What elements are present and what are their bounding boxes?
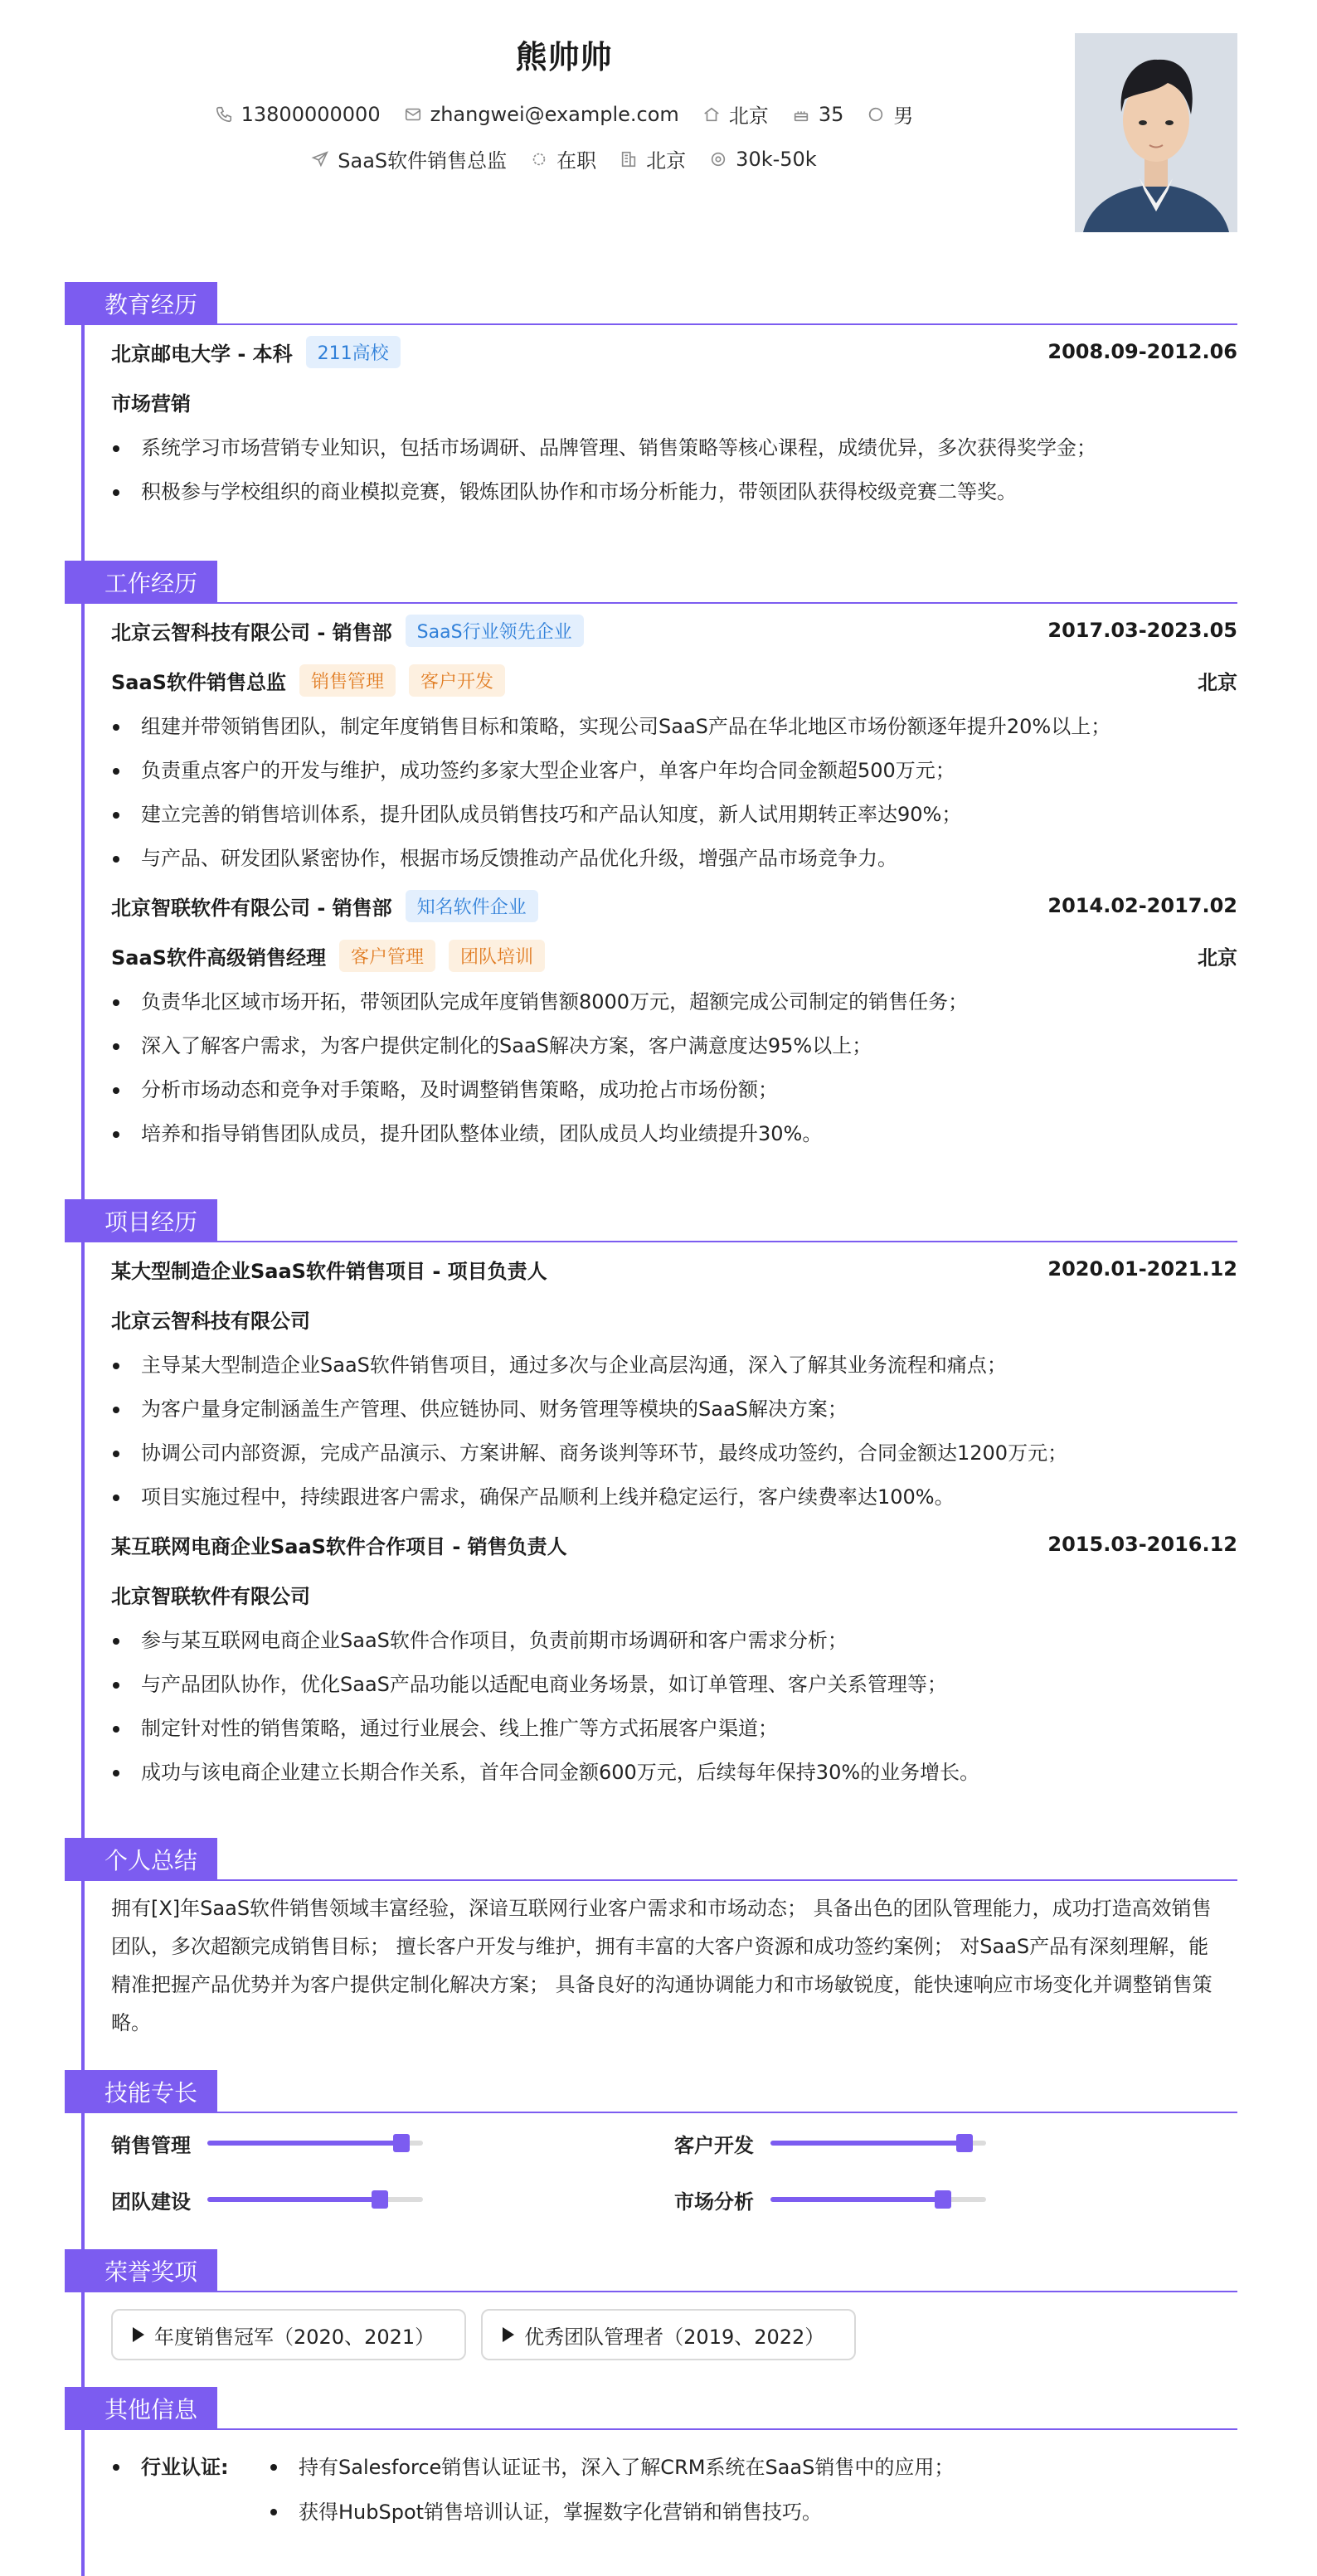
work-section [65, 561, 1237, 1156]
skill-item [111, 2123, 674, 2163]
other-row [111, 2445, 1237, 2535]
salary-item [709, 148, 817, 171]
section-divider [65, 2428, 1237, 2430]
other-section [65, 2387, 1237, 2535]
section-divider [65, 1879, 1237, 1881]
role-row [111, 655, 1237, 705]
project-bullets [111, 1344, 1237, 1519]
email-text: zhangwei@example.com [430, 102, 679, 126]
list-item: 协调公司内部资源，完成产品演示、方案讲解、商务谈判等环节，最终成功签约，合同金额达1200万元； [111, 1431, 1237, 1475]
list-item: 组建并带领销售团队，制定年度销售目标和策略，实现公司SaaS产品在华北地区市场份额逐年提升20%以上； [111, 705, 1237, 749]
job-title-text: SaaS软件销售总监 [338, 149, 508, 173]
phone-icon [215, 105, 233, 124]
section-divider [65, 2291, 1237, 2292]
list-item: 培养和指导销售团队成员，提升团队整体业绩，团队成员人均业绩提升30%。 [111, 1112, 1237, 1156]
work-city-text: 北京 [646, 149, 687, 173]
work-entry-header [111, 605, 1237, 655]
work-date: 2017.03-2023.05 [1047, 619, 1237, 642]
skill-item [674, 2123, 1237, 2163]
award-item [481, 2309, 856, 2360]
work-bullets [111, 980, 1237, 1156]
job-row [0, 144, 1128, 173]
summary-header [65, 1838, 1237, 1883]
home-icon [702, 105, 721, 124]
skill-item [674, 2180, 1237, 2219]
skill-bar-knob [956, 2134, 973, 2152]
work-bullets [111, 705, 1237, 881]
section-title: 个人总结 [65, 1838, 217, 1881]
skill-label: 销售管理 [111, 2133, 191, 2157]
list-item: 与产品团队协作，优化SaaS产品功能以适配电商业务场景，如订单管理、客户关系管理等； [111, 1663, 1237, 1707]
skill-label: 客户开发 [674, 2133, 754, 2157]
status-icon [530, 150, 548, 168]
list-item: 负责华北区域市场开拓，带领团队完成年度销售额8000万元，超额完成公司制定的销售任务； [111, 980, 1237, 1024]
role-name: SaaS软件高级销售经理 [111, 945, 326, 970]
company-tag: SaaS行业领先企业 [406, 615, 584, 647]
salary-text: 30k-50k [736, 147, 817, 171]
list-item: 为客户量身定制涵盖生产管理、供应链协同、财务管理等模块的SaaS解决方案； [111, 1388, 1237, 1431]
work-date: 2014.02-2017.02 [1047, 894, 1237, 917]
award-label: 年度销售冠军（2020、2021） [154, 2325, 435, 2349]
triangle-icon [503, 2327, 514, 2342]
skills-header [65, 2070, 1237, 2115]
role-row [111, 931, 1237, 980]
skill-bar [207, 2197, 423, 2202]
work-location: 北京 [1198, 945, 1237, 970]
role-tag: 团队培训 [449, 940, 545, 972]
skill-bar-fill [207, 2141, 401, 2146]
section-title: 教育经历 [65, 282, 217, 325]
project-bullets [111, 1619, 1237, 1795]
age-item [792, 103, 844, 126]
awards-section [65, 2249, 1237, 2360]
major-name: 市场营销 [111, 391, 191, 416]
education-section [65, 282, 1237, 514]
section-title: 项目经历 [65, 1199, 217, 1242]
city-text: 北京 [728, 104, 769, 128]
skill-bar [207, 2141, 423, 2146]
projects-header [65, 1199, 1237, 1244]
section-title: 技能专长 [65, 2070, 217, 2113]
other-key: 行业认证: [111, 2445, 269, 2535]
section-divider [65, 1241, 1237, 1242]
gender-icon [867, 105, 885, 124]
project-company: 北京智联软件有限公司 [111, 1584, 310, 1608]
skill-bar [770, 2141, 986, 2146]
section-title: 其他信息 [65, 2387, 217, 2430]
role-tag: 客户管理 [339, 940, 435, 972]
list-item: 获得HubSpot销售培训认证，掌握数字化营销和销售技巧。 [269, 2490, 954, 2535]
education-entry-header [111, 327, 1237, 377]
phone-text: 13800000000 [241, 102, 381, 126]
skill-bar-fill [770, 2141, 965, 2146]
role-tag: 销售管理 [299, 664, 396, 697]
work-header [65, 561, 1237, 605]
list-item: 主导某大型制造企业SaaS软件销售项目，通过多次与企业高层沟通，深入了解其业务流程和痛点； [111, 1344, 1237, 1388]
project-date: 2020.01-2021.12 [1047, 1257, 1237, 1281]
projects-section [65, 1199, 1237, 1795]
skills-grid [111, 2115, 1237, 2219]
skill-item [111, 2180, 674, 2219]
list-item: 项目实施过程中，持续跟进客户需求，确保产品顺利上线并稳定运行，客户续费率达100%。 [111, 1475, 1237, 1519]
list-item: 深入了解客户需求，为客户提供定制化的SaaS解决方案，客户满意度达95%以上； [111, 1024, 1237, 1068]
project-company-row [111, 1569, 1237, 1619]
age-text: 35 [818, 102, 844, 126]
list-item: 负责重点客户的开发与维护，成功签约多家大型企业客户，单客户年均合同金额超500万元； [111, 749, 1237, 793]
list-item: 系统学习市场营销专业知识，包括市场调研、品牌管理、销售策略等核心课程，成绩优异，多次获得奖学金； [111, 426, 1237, 470]
skill-bar-fill [770, 2197, 943, 2202]
other-header [65, 2387, 1237, 2432]
skill-bar-knob [393, 2134, 410, 2152]
company-tag: 知名软件企业 [406, 890, 538, 922]
school-name: 北京邮电大学 - 本科 [111, 342, 293, 366]
list-item: 参与某互联网电商企业SaaS软件合作项目，负责前期市场调研和客户需求分析； [111, 1619, 1237, 1663]
project-name: 某互联网电商企业SaaS软件合作项目 - 销售负责人 [111, 1534, 567, 1558]
education-bullets [111, 426, 1237, 514]
work-entry-header [111, 881, 1237, 931]
skill-bar-fill [207, 2197, 380, 2202]
section-divider [65, 602, 1237, 604]
profile-photo [1075, 33, 1237, 232]
awards-header [65, 2249, 1237, 2294]
status-item [530, 144, 596, 173]
work-location: 北京 [1198, 670, 1237, 694]
skills-section [65, 2070, 1237, 2219]
education-date: 2008.09-2012.06 [1047, 340, 1237, 363]
school-tag: 211高校 [306, 336, 401, 368]
contact-row [0, 100, 1128, 129]
award-item [111, 2309, 466, 2360]
skill-label: 市场分析 [674, 2190, 754, 2214]
phone-item [215, 103, 381, 126]
section-divider [65, 323, 1237, 325]
skill-bar-knob [935, 2190, 951, 2209]
salary-icon [709, 150, 727, 168]
city-item [702, 100, 769, 129]
email-item [404, 103, 679, 126]
project-company: 北京云智科技有限公司 [111, 1309, 310, 1333]
role-tag: 客户开发 [409, 664, 505, 697]
work-city-item [620, 144, 686, 173]
building-icon [620, 150, 638, 168]
summary-text: 拥有[X]年SaaS软件销售领域丰富经验，深谙互联网行业客户需求和市场动态； 具备出色的团队管理能力，成功打造高效销售团队，多次超额完成销售目标； 擅长客户开发与维护，拥有丰富的大客户资源和成功签约案例； 对SaaS产品有深刻理解，能精准把握产品优势并为客户提供定制化解决方案； 具备良好的沟通协调能力和市场敏锐度，能快速响应市场变化并调整销售策略。 [111, 1897, 1213, 2034]
project-company-row [111, 1294, 1237, 1344]
status-text: 在职 [556, 149, 597, 173]
candidate-name: 熊帅帅 [515, 39, 613, 75]
mail-icon [404, 105, 422, 124]
company-name: 北京云智科技有限公司 - 销售部 [111, 620, 392, 644]
project-entry-header [111, 1519, 1237, 1569]
project-name: 某大型制造企业SaaS软件销售项目 - 项目负责人 [111, 1259, 547, 1283]
section-title: 工作经历 [65, 561, 217, 604]
list-item: 持有Salesforce销售认证证书，深入了解CRM系统在SaaS销售中的应用； [269, 2445, 954, 2490]
gender-text: 男 [893, 104, 914, 128]
role-name: SaaS软件销售总监 [111, 670, 286, 694]
age-icon [792, 105, 810, 124]
skill-label: 团队建设 [111, 2190, 191, 2214]
award-label: 优秀团队管理者（2019、2022） [524, 2325, 825, 2349]
list-item: 分析市场动态和竞争对手策略，及时调整销售策略，成功抢占市场份额； [111, 1068, 1237, 1112]
education-header [65, 282, 1237, 327]
list-item: 制定针对性的销售策略，通过行业展会、线上推广等方式拓展客户渠道； [111, 1707, 1237, 1751]
section-divider [65, 2112, 1237, 2113]
major-row [111, 377, 1237, 426]
summary-section [65, 1838, 1237, 2042]
project-date: 2015.03-2016.12 [1047, 1533, 1237, 1556]
gender-item [867, 100, 913, 129]
list-item: 成功与该电商企业建立长期合作关系，首年合同金额600万元，后续每年保持30%的业务增长。 [111, 1751, 1237, 1795]
awards-list [111, 2294, 1237, 2360]
section-title: 荣誉奖项 [65, 2249, 217, 2292]
skill-bar-knob [372, 2190, 388, 2209]
send-icon [311, 150, 329, 168]
list-item: 积极参与学校组织的商业模拟竞赛，锻炼团队协作和市场分析能力，带领团队获得校级竞赛二等奖。 [111, 470, 1237, 514]
company-name: 北京智联软件有限公司 - 销售部 [111, 896, 392, 920]
skill-bar [770, 2197, 986, 2202]
list-item: 与产品、研发团队紧密协作，根据市场反馈推动产品优化升级，增强产品市场竞争力。 [111, 837, 1237, 881]
project-entry-header [111, 1244, 1237, 1294]
triangle-icon [133, 2327, 144, 2342]
list-item: 建立完善的销售培训体系，提升团队成员销售技巧和产品认知度，新人试用期转正率达90%； [111, 793, 1237, 837]
other-list [269, 2445, 954, 2535]
job-title-item [311, 144, 507, 173]
